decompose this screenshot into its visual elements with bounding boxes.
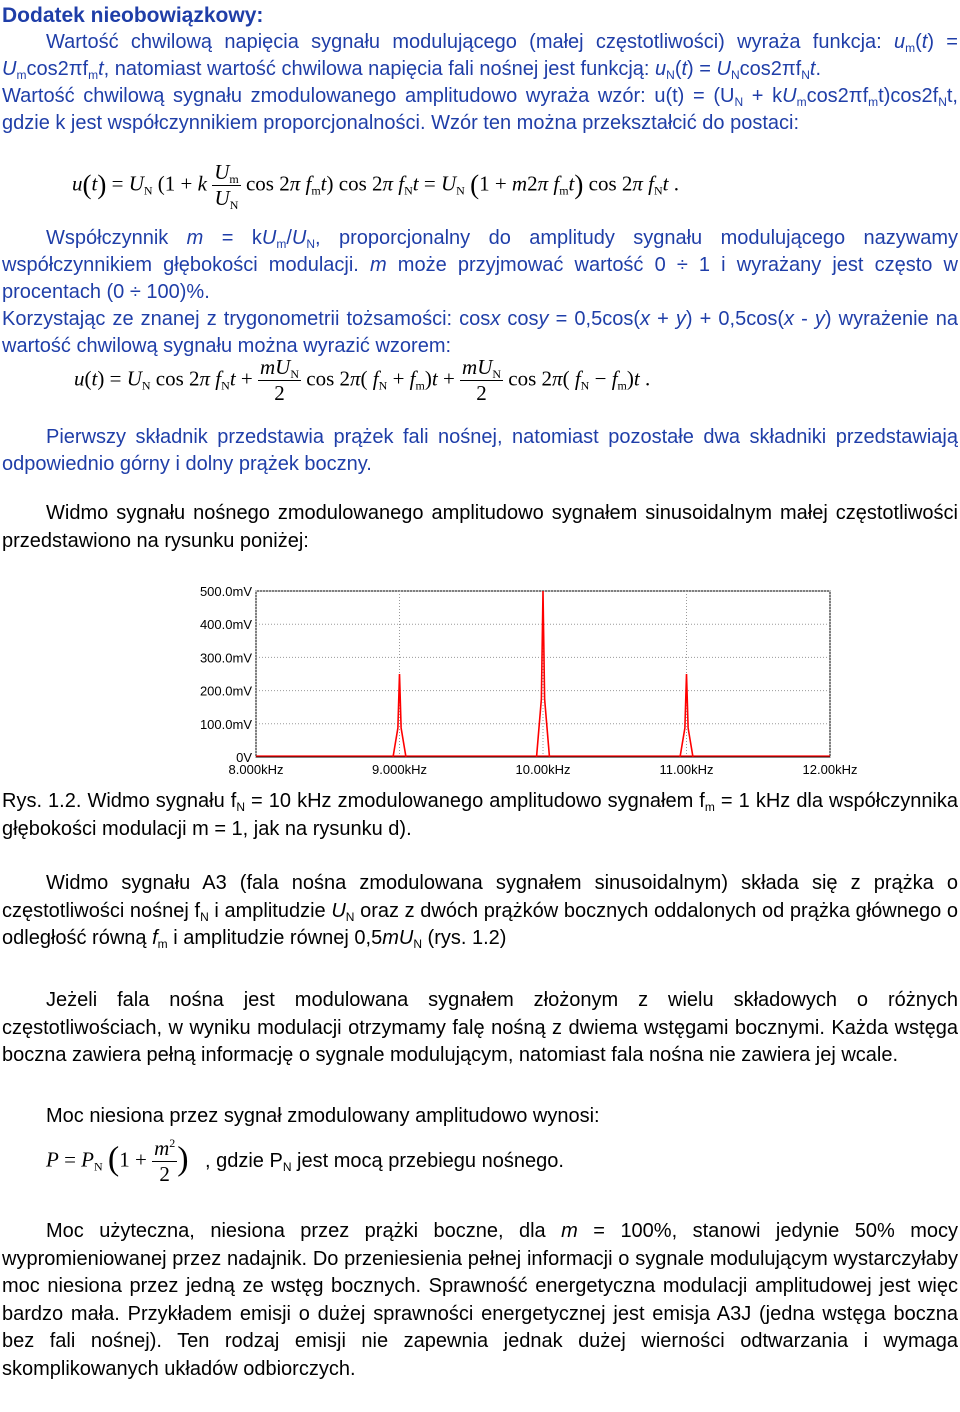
supplement-section-2	[2, 225, 958, 360]
supplement-para-5: Pierwszy składnik przedstawia prążek fali nośnej, natomiast pozostałe dwa składniki przedstawiają odpowiednio górny i dolny prążek boczny.	[2, 426, 958, 475]
equation-am-signal: $u(t) = U_N$ (1 + k $\frac{U_m}{U_N}$ cos 2π $f_mt$) cos 2π $f_Nt = U_N$ (1 + m2π $f_mt$) cos 2π $f_Nt$ .	[72, 160, 680, 212]
para-useful-power: Moc użyteczna, niesiona przez prążki boczne, dla m = 100%, stanowi jedynie 50% mocy wypromieniowanej przez nadajnik. Do przeniesienia pełnej informacji o sygnale modulującym wystarczyłaby moc niesiona przez jedną ze wstęg bocznych. Sprawność energetyczna modulacji amplitudowej jest więc bardzo mała. Przykładem emisji o dużej sprawności energetycznej jest emisja A3J (jedna wstęga boczna bez fali nośnej). Ten rodzaj emisji nie zapewnia jednak dużej wierności odtwarzania i wymaga skomplikowanych układów odbiorczych.	[2, 1220, 959, 1380]
power-intro: Moc niesiona przez sygnał zmodulowany amplitudowo wynosi:	[46, 1105, 600, 1127]
supplement-para-3: Współczynnik $m = kU_m/U_N$, proporcjonalny do amplitudy sygnału modulującego nazywamy współczynnikiem głębokości modulacji. m może przyjmować wartość 0 ÷ 1 i wyrażany jest często w procentach (0 ÷ 100)%.	[2, 227, 959, 303]
supplement-para-4: Korzystając ze znanej z trygonometrii tożsamości: cosx cosy = 0,5cos(x + y) + 0,5cos(x - y) wyrażenie na wartość chwilową sygnału można wyrazić wzorem:	[2, 308, 959, 357]
supplement-para-1: Wartość chwilową napięcia sygnału modulującego (małej częstotliwości) wyraża funkcja: $u_m(t) = U_m\cos 2\pi f_mt$, natomiast wartość chwilowa napięcia fali nośnej jest funkcją: $u_N(t) = U_N\cos 2\pi f_Nt$.	[2, 31, 958, 82]
equation-am-expanded: $u(t) = U_N$ cos 2π $f_Nt$ + $\frac{mU_N}{2}$ cos 2π( $f_N + f_m)t$ + $\frac{mU_N}{2}$ cos 2π( $f_N - f_m)t$ .	[74, 355, 651, 405]
spectrum-chart	[190, 584, 858, 785]
y-tick-label: 0V	[236, 750, 252, 765]
supplement-section	[2, 2, 958, 137]
spectrum-intro: Widmo sygnału nośnego zmodulowanego amplitudowo sygnałem sinusoidalnym małej częstotliwości przedstawiono na rysunku poniżej:	[2, 502, 958, 552]
y-tick-label: 100.0mV	[199, 716, 252, 732]
supplement-title: Dodatek nieobowiązkowy:	[2, 4, 264, 27]
supplement-para-2: Wartość chwilową sygnału zmodulowanego amplitudowo wyraża wzór: $u(t) = (U_N + kU_m\cos 2\pi f_mt)\cos 2f_Nt$, gdzie k jest współczynnikiem proporcjonalności. Wzór ten można przekształcić do postaci:	[2, 85, 958, 134]
figure-caption: Rys. 1.2. Widmo sygnału $f_N = 10$ kHz zmodulowanego amplitudowo sygnałem $f_m = 1$ kHz dla współczynnika głębokości modulacji m = 1, jak na rysunku d).	[2, 790, 959, 840]
y-tick-label: 200.0mV	[199, 683, 252, 699]
y-tick-label: 500.0mV	[199, 584, 252, 599]
x-tick-label: 9.000kHz	[372, 762, 427, 777]
x-tick-label: 10.00kHz	[515, 762, 571, 777]
spectrum-chart-svg	[190, 584, 858, 785]
power-note: , gdzie $P_N$ jest mocą przebiegu nośnego.	[205, 1150, 564, 1174]
para-multitone: Jeżeli fala nośna jest modulowana sygnałem złożonym z wielu składowych o różnych częstotliwościach, w wyniku modulacji otrzymamy falę nośną z dwiema wstęgami bocznymi. Każda wstęga boczna zawiera pełną informację o sygnale modulującym, natomiast fala nośna nie zawiera jej wcale.	[2, 989, 958, 1066]
y-tick-label: 400.0mV	[199, 617, 252, 633]
y-tick-label: 300.0mV	[199, 650, 252, 666]
x-tick-label: 12.00kHz	[802, 762, 858, 777]
x-tick-label: 11.00kHz	[659, 762, 714, 777]
equation-power: $P = P_N$ (1 + $\frac{m^2}{2}$ )	[46, 1136, 189, 1186]
para-a3-spectrum: Widmo sygnału A3 (fala nośna zmodulowana sygnałem sinusoidalnym) składa się z prążka o częstotliwości nośnej $f_N$ i amplitudzie $U_N$ oraz z dwóch prążków bocznych oddalonych od prążka głównego o odległość równą $f_m$ i amplitudzie równej $0,5mU_N$ (rys. 1.2)	[2, 872, 958, 951]
x-tick-label: 8.000kHz	[228, 762, 284, 777]
